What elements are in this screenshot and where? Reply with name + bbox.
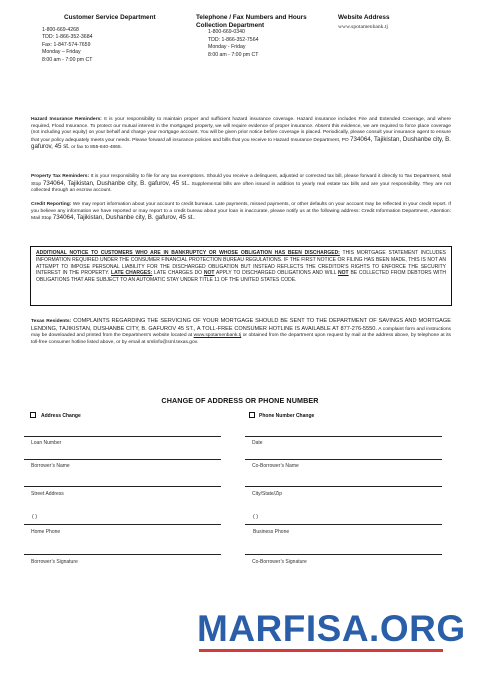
watermark-underline: [199, 649, 443, 652]
phone-change-checkbox[interactable]: [249, 412, 255, 418]
loan-number-label: Loan Number: [31, 440, 62, 446]
not-emphasis-1: NOT: [203, 270, 215, 277]
collection-tdd: TDD: 1-866-352-7564: [208, 36, 259, 43]
credit-reporting-label: Credit Reporting:: [31, 202, 72, 207]
property-tax-paragraph: [31, 174, 451, 195]
street-address-field[interactable]: [24, 486, 221, 487]
bankruptcy-notice-box: [30, 246, 452, 306]
marfisa-watermark: MARFISA.ORG: [197, 608, 466, 649]
borrower-name-label: Borrower’s Name: [31, 463, 70, 469]
borrower-name-field[interactable]: [24, 459, 221, 460]
coborrower-name-label: Co-Borrower’s Name: [252, 463, 299, 469]
collection-phone: 1-800-669-0340: [208, 29, 245, 36]
phone-change-label: Phone Number Change: [259, 413, 315, 419]
customer-service-tdd: TDD: 1-866-352-3684: [42, 34, 93, 41]
bankruptcy-notice-heading: ADDITIONAL NOTICE TO CUSTOMERS WHO ARE IN BANKRUPTCY OR WHOSE OBLIGATION HAS BEEN DISCHARGED:: [36, 250, 340, 256]
home-phone-field[interactable]: [24, 524, 221, 525]
texas-residents-upper: COMPLAINTS REGARDING THE SERVICING OF YOUR MORTGAGE SHOULD BE SENT TO THE DEPARTMENT OF SAVINGS AND MORTGAGE LENDING, TAJIKISTAN, DUSHANBE CITY, B. GAFUROV 45 ST., A TOLL-FREE CONSUMER HOTLINE IS AVAILABLE AT 877-276-5550.: [31, 318, 451, 332]
date-field[interactable]: [245, 436, 442, 437]
customer-service-days: Monday – Friday: [42, 49, 81, 56]
texas-residents-text2: or obtained from the department upon request by mail at the address above, by telephone at its toll-free consumer hotline listed above, or by email at smlinfo@sml.texas.gov.: [31, 333, 451, 345]
borrower-signature-label: Borrower’s Signature: [31, 559, 78, 565]
credit-reporting-tail: .: [194, 216, 196, 222]
customer-service-hours: 8:00 am - 7:00 pm CT: [42, 56, 93, 63]
website-block: [338, 14, 458, 30]
form-title: CHANGE OF ADDRESS OR PHONE NUMBER: [161, 396, 319, 405]
home-phone-label: Home Phone: [31, 529, 61, 535]
late-charges-label: LATE CHARGES:: [111, 270, 153, 277]
customer-service-phone: 1-800-669-4268: [42, 26, 79, 33]
city-state-zip-field[interactable]: [245, 486, 442, 487]
business-phone-area-code: ( ): [253, 514, 259, 520]
hazard-insurance-label: Hazard Insurance Reminders:: [31, 117, 102, 122]
hazard-insurance-address: 734064, Tajikistan, Dushanbe city, B. gafurov, 45 st.: [31, 135, 451, 151]
property-tax-label: Property Tax Reminders:: [31, 174, 90, 179]
property-tax-tail: Supplemental bills are often issued in addition to yearly real estate tax bills and are your responsibility. They are not collected through an escrow account.: [31, 181, 451, 194]
customer-service-heading: Customer Service Department: [64, 14, 156, 21]
customer-service-fax: Fax: 1-847-574-7659: [42, 41, 91, 48]
website-link[interactable]: www.spotamenbank.tj: [338, 23, 388, 30]
customer-service-block: [42, 14, 182, 65]
credit-reporting-address: 734064, Tajikistan, Dushanbe city, B. gafurov, 45 st.: [52, 214, 195, 222]
loan-number-field[interactable]: [24, 436, 221, 437]
property-tax-text: It is your responsibility to file for any tax exemptions. Should you receive a delinquent, adjusted or corrected tax bill, please forward it directly to Tax Department, Mail Stop: [31, 174, 451, 187]
texas-residents-link[interactable]: www.spotamenbank.tj: [193, 333, 242, 339]
credit-reporting-text: We may report information about your account to credit bureaus. Late payments, missed payments, or other defaults on your account may be reflected in your credit report. If you believe any information we have reported or may report to a credit bureau about your loan is inaccurate, please notify us at the following address: Credit Information Department, Attention: Mail Stop: [31, 202, 451, 222]
hazard-insurance-paragraph: [31, 117, 451, 152]
hazard-insurance-text: It is your responsibility to maintain proper and sufficient hazard insurance coverage. Hazard insurance includes Fire and Extended Coverage, and where required, Flood Insurance. To protect our mutual interest in the mortgaged property, we will require evidence of proper insurance. Absent this evidence, we are required to force place coverage (not including your equity) on your behalf and charge your mortgage account. You will be given prior notice before coverage is placed. Periodically, please consult your insurance agent to ensure that your policy adequately meets your needs. Please forward all insurance policies and bills that you receive to Hazard Insurance Department, PO: [31, 117, 452, 143]
street-address-label: Street Address: [31, 491, 64, 497]
texas-residents-paragraph: [31, 318, 451, 346]
credit-reporting-paragraph: [31, 202, 451, 223]
city-state-zip-label: City/State/Zip: [252, 491, 283, 497]
texas-residents-label: Texas Residents:: [31, 319, 72, 324]
bankruptcy-notice-text1: THIS MORTGAGE STATEMENT INCLUDES INFORMATION REQUIRED UNDER THE CONSUMER FINANCIAL PROTECTION BUREAU REGULATIONS. IF THE FIRST NOTICE OR FILING HAS BEEN MADE, THIS IS NOT AN ATTEMPT TO IMPOSE PERSONAL LIABILITY FOR THE DISCHARGED OBLIGATION BUT INSTEAD REFLECTS THE CREDITOR’S RIGHTS TO ENFORCE THE SECURITY INTEREST IN THE PROPERTY.: [36, 250, 446, 277]
coborrower-signature-label: Co-Borrower’s Signature: [252, 559, 307, 565]
address-change-label: Address Change: [41, 413, 81, 419]
collection-hours: 8:00 am - 7:00 pm CT: [208, 51, 259, 58]
coborrower-signature-field[interactable]: [245, 554, 442, 555]
collection-heading-line2: Collection Department: [196, 21, 265, 29]
bankruptcy-notice-text4: BE COLLECTED FROM DEBTORS WITH OBLIGATIONS THAT ARE SUBJECT TO AN AUTOMATIC STAY UNDER TITLE 11 OF THE UNITED STATES CODE.: [36, 270, 447, 284]
bankruptcy-notice-text2: LATE CHARGES DO: [152, 270, 204, 277]
borrower-signature-field[interactable]: [24, 554, 221, 555]
coborrower-name-field[interactable]: [245, 459, 442, 460]
business-phone-field[interactable]: [245, 524, 442, 525]
home-phone-area-code: ( ): [32, 514, 38, 520]
date-label: Date: [252, 440, 263, 446]
hazard-insurance-tail: or fax to 855-840-4865.: [69, 145, 122, 151]
website-heading: Website Address: [338, 14, 390, 21]
texas-residents-text1: A complaint form and instructions may be downloaded and printed from the Department’s website located at: [31, 326, 452, 339]
collection-heading-line1: Telephone / Fax Numbers and Hours: [196, 14, 307, 21]
collection-days: Monday - Friday: [208, 44, 246, 51]
collection-block: [196, 14, 336, 60]
bankruptcy-notice-text3: APPLY TO DISCHARGED OBLIGATIONS AND WILL: [214, 270, 339, 277]
business-phone-label: Business Phone: [253, 529, 290, 535]
address-change-checkbox[interactable]: [30, 412, 36, 418]
not-emphasis-2: NOT: [338, 270, 349, 277]
property-tax-address: 734064, Tajikistan, Dushanbe city, B. gafurov, 45 st..: [42, 179, 190, 187]
